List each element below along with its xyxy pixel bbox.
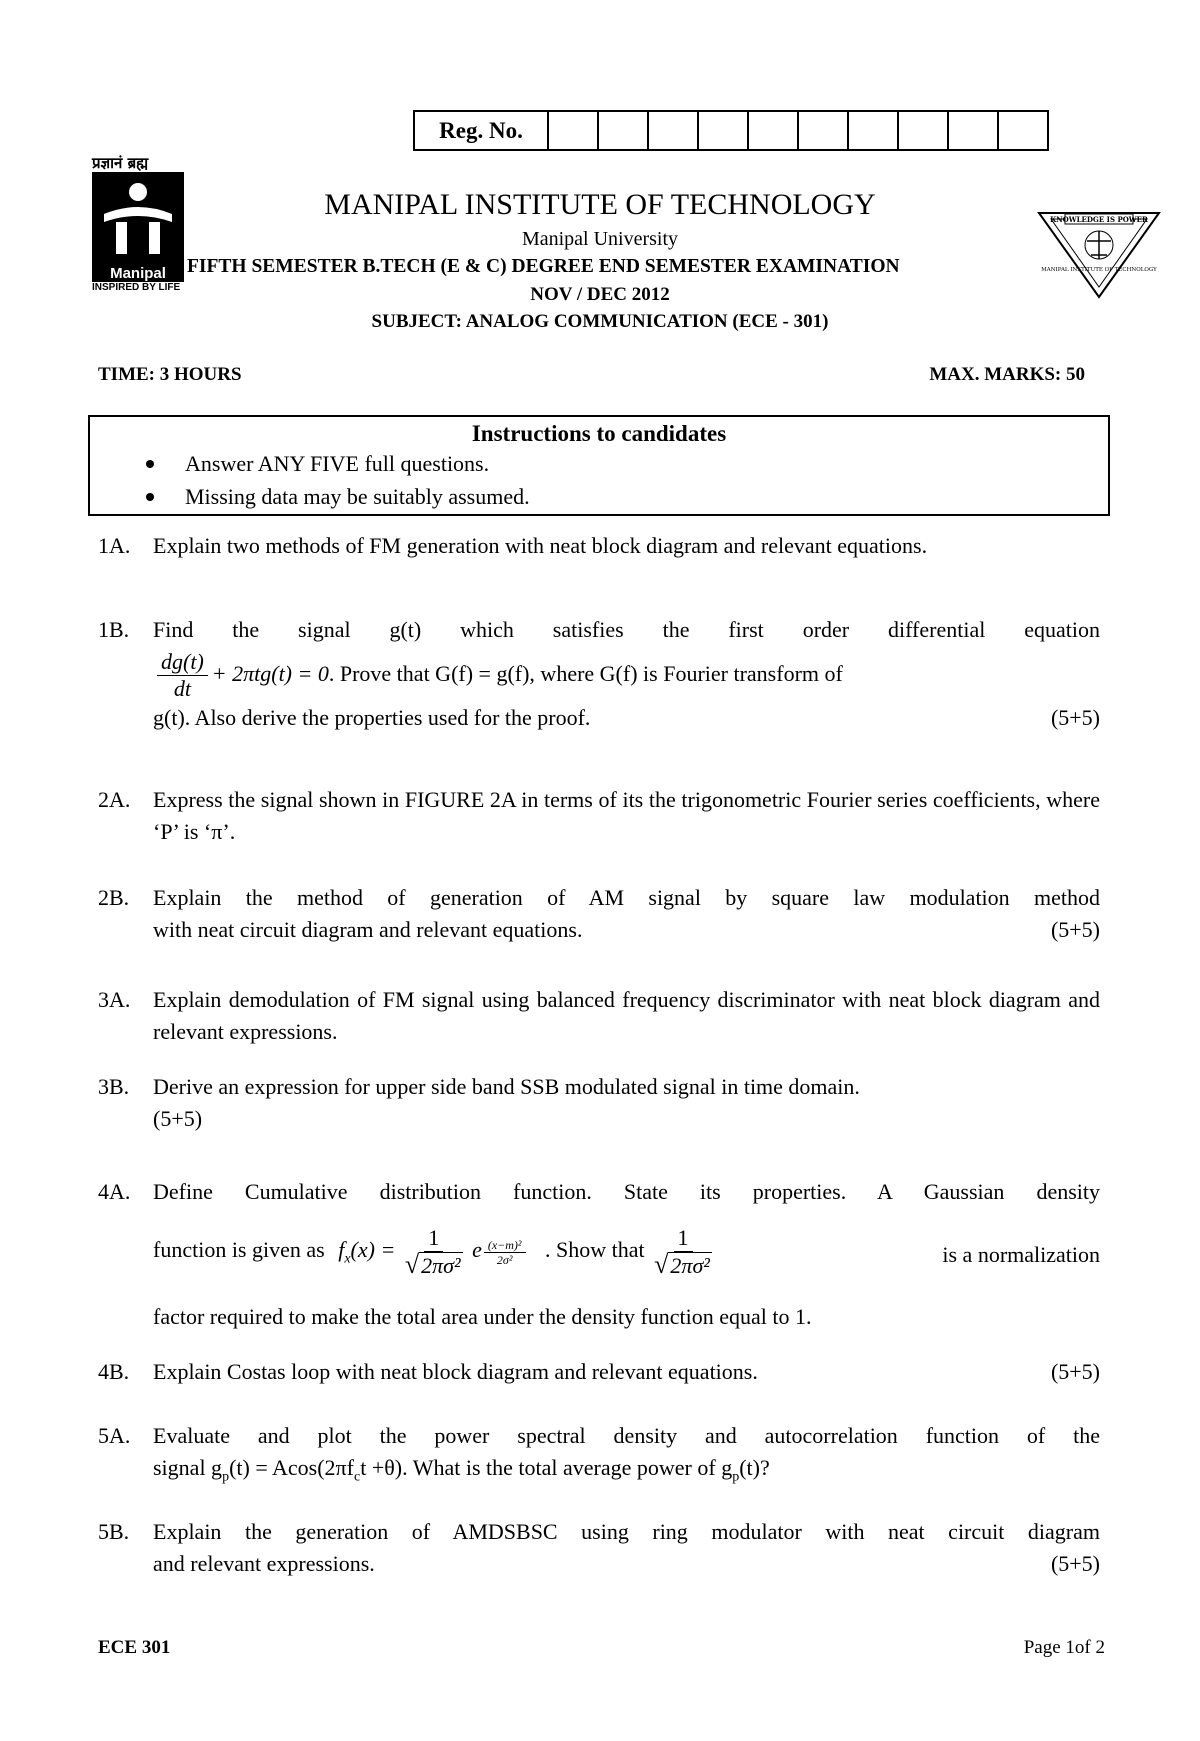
normalization-factor	[654, 1225, 712, 1279]
question-marks: (5+5)	[1050, 1551, 1100, 1576]
question-number: 3A.	[98, 987, 131, 1012]
question-text: Find the signal g(t) which satisfies the first order differential equation	[153, 617, 1100, 642]
question-5a	[98, 1420, 1100, 1493]
instructions-title: Instructions to candidates	[471, 421, 727, 446]
university-name: Manipal University	[521, 228, 679, 250]
question-text: Derive an expression for upper side band SSB modulated signal in time domain.	[153, 1074, 860, 1099]
question-text-line	[153, 702, 1100, 734]
question-text: and relevant expressions.	[153, 1551, 375, 1576]
question-text-line	[153, 914, 1100, 946]
logo-motto: प्रज्ञानं ब्रह्म	[92, 154, 149, 172]
question-text: Explain two methods of FM generation with neat block diagram and relevant equations.	[153, 533, 928, 558]
question-text: Explain demodulation of FM signal using balanced frequency discriminator with neat block diagram and relevant expressions.	[153, 987, 1100, 1044]
question-marks: (5+5)	[1050, 705, 1100, 731]
question-2a	[98, 784, 1100, 848]
subscript: p	[732, 1469, 740, 1485]
fx-argument: (x) =	[350, 1237, 396, 1262]
reg-cell	[899, 112, 949, 149]
question-text: Define Cumulative distribution function. State its properties. A Gaussian density	[153, 1179, 1100, 1204]
seal-text: KNOWLEDGE IS POWER	[1050, 215, 1148, 224]
question-text: with neat circuit diagram and relevant equations.	[153, 917, 583, 942]
question-marks: (5+5)	[153, 1106, 203, 1131]
sqrt-argument: 2πσ²	[421, 1252, 461, 1278]
question-text-line	[153, 1548, 1100, 1580]
fraction-numerator: dg(t)	[157, 649, 208, 676]
reg-cell	[949, 112, 999, 149]
derivative-fraction	[157, 649, 208, 702]
exponent-fraction	[484, 1238, 526, 1267]
fx-symbol: f	[338, 1237, 345, 1262]
instructions-list	[90, 447, 1108, 513]
question-equation-line	[153, 646, 1100, 702]
question-text: g(t). Also derive the properties used for the proof.	[153, 705, 591, 731]
question-2b	[98, 882, 1100, 946]
question-text: Explain the generation of AMDSBSC using ring modulator with neat circuit diagram	[153, 1519, 1100, 1544]
logo-wordmark: Manipal	[92, 264, 184, 282]
reg-cell	[799, 112, 849, 149]
reg-no-label: Reg. No.	[415, 112, 549, 149]
seal-ring-text: MANIPAL INSTITUTE OF TECHNOLOGY	[1041, 267, 1157, 273]
instruction-item: Missing data may be suitably assumed.	[90, 480, 1108, 513]
reg-cell	[649, 112, 699, 149]
reg-cell	[599, 112, 649, 149]
question-number: 4A.	[98, 1179, 131, 1204]
institute-seal-icon	[1035, 205, 1163, 301]
question-number: 1B.	[98, 617, 130, 642]
exponent-numerator: (x−m)²	[484, 1238, 526, 1253]
question-text: (t)?	[739, 1455, 770, 1480]
question-text: signal g	[153, 1455, 223, 1480]
question-number: 5B.	[98, 1519, 130, 1544]
footer-course-code: ECE 301	[98, 1637, 171, 1658]
question-text: Evaluate and plot the power spectral density and autocorrelation function of the	[153, 1423, 1100, 1448]
question-1b	[98, 614, 1100, 734]
question-number: 1A.	[98, 533, 131, 558]
question-marks: (5+5)	[1050, 1359, 1100, 1384]
question-3a	[98, 984, 1100, 1048]
question-marks: (5+5)	[1050, 917, 1100, 942]
reg-cell	[549, 112, 599, 149]
subscript: p	[222, 1469, 230, 1485]
fx-subscript: x	[344, 1251, 351, 1267]
question-text: is a normalization	[942, 1241, 1100, 1267]
question-text: factor required to make the total area under the density function equal to 1.	[153, 1304, 812, 1330]
exponent-denominator: 2σ²	[496, 1252, 513, 1267]
reg-cell	[849, 112, 899, 149]
question-text: . Prove that G(f) = g(f), where G(f) is Fourier transform of	[328, 661, 843, 686]
reg-cell	[699, 112, 749, 149]
fraction-numerator: 1	[424, 1225, 443, 1252]
footer-page-number: Page 1of 2	[1023, 1637, 1105, 1658]
gaussian-equation-line	[153, 1208, 1100, 1301]
question-text: Explain Costas loop with neat block diagram and relevant equations.	[153, 1359, 758, 1384]
reg-no-box	[413, 110, 1049, 151]
question-text: Explain the method of generation of AM signal by square law modulation method	[153, 885, 1100, 910]
question-text: t +θ). What is the total average power of g	[360, 1455, 733, 1480]
question-number: 2B.	[98, 885, 130, 910]
question-text: Express the signal shown in FIGURE 2A in terms of its the trigonometric Fourier series coefficients, where ‘P’ is ‘π’.	[153, 787, 1100, 844]
fraction-denominator: dt	[173, 676, 191, 702]
exam-title: FIFTH SEMESTER B.TECH (E & C) DEGREE END SEMESTER EXAMINATION	[187, 256, 900, 277]
question-number: 3B.	[98, 1074, 130, 1099]
question-5b	[98, 1516, 1100, 1580]
exam-time: TIME: 3 HOURS	[98, 364, 242, 385]
exp-base: e	[472, 1237, 482, 1262]
reg-cell	[749, 112, 799, 149]
question-text-line	[153, 1452, 1100, 1493]
fraction-numerator: 1	[674, 1225, 693, 1252]
sqrt-argument: 2πσ²	[670, 1252, 710, 1278]
subscript: c	[354, 1469, 361, 1485]
gaussian-coefficient	[405, 1225, 463, 1279]
question-number: 4B.	[98, 1359, 130, 1384]
sqrt-denominator: √2πσ²	[654, 1249, 710, 1279]
question-number: 2A.	[98, 787, 131, 812]
institute-name: MANIPAL INSTITUTE OF TECHNOLOGY	[324, 188, 876, 221]
question-text: . Show that	[545, 1237, 645, 1262]
exam-session: NOV / DEC 2012	[530, 284, 670, 305]
max-marks: MAX. MARKS: 50	[929, 364, 1085, 385]
question-3b	[98, 1071, 1100, 1135]
question-4a	[98, 1176, 1100, 1333]
question-4b	[98, 1356, 1100, 1388]
logo-tagline: INSPIRED BY LIFE	[92, 282, 181, 293]
instruction-item: Answer ANY FIVE full questions.	[90, 447, 1108, 480]
question-text: function is given as	[153, 1237, 325, 1262]
exam-subject: SUBJECT: ANALOG COMMUNICATION (ECE - 301)	[371, 311, 829, 332]
equation-rest: + 2πtg(t) = 0	[211, 661, 329, 686]
sqrt-denominator: √2πσ²	[404, 1249, 461, 1279]
question-number: 5A.	[98, 1423, 131, 1448]
instructions-box	[88, 415, 1110, 516]
question-text: (t) = Acos(2πf	[229, 1455, 354, 1480]
question-1a	[98, 530, 1100, 562]
reg-cell	[999, 112, 1047, 149]
